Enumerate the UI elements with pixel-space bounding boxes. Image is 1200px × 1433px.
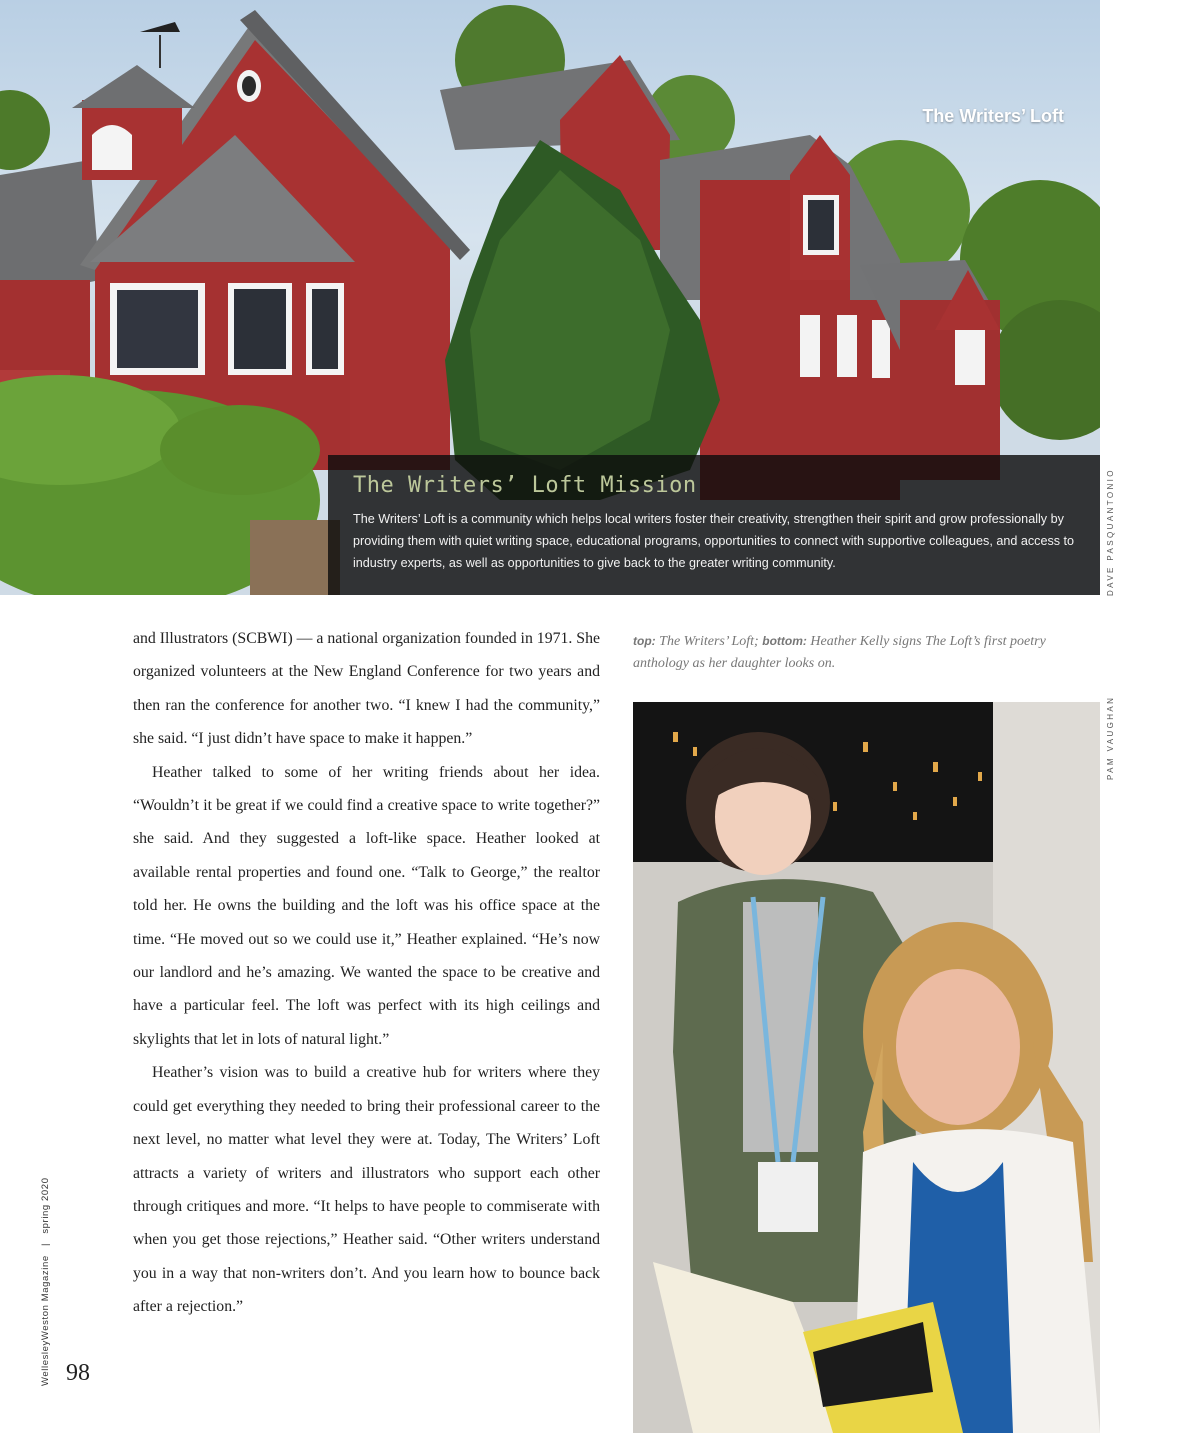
folio-separator: | [40, 1242, 51, 1246]
mission-box [328, 455, 1100, 595]
hero-photo-credit: DAVE PASQUANTONIO [1106, 468, 1115, 596]
hero-label: The Writers’ Loft [922, 106, 1064, 126]
magazine-folio [40, 1177, 51, 1386]
page-number: 98 [66, 1360, 90, 1386]
caption-bottom-text: Heather Kelly signs The Loft’s first poetry anthology as her daughter looks on. [633, 634, 1046, 671]
article-paragraph: Heather’s vision was to build a creative hub for writers where they could get everything they needed to bring their professional career to the next level, no matter what level they were at. Today, The Writers’ Loft attracts a variety of writers and illustrators who support each other through critiques and more. “It helps to have people to commiserate with when you get those rejections,” Heather said. “Other writers understand you in a way that non-writers don’t. And you learn how to bounce back after a rejection.” [133, 1064, 600, 1316]
caption-top-label: top: [633, 634, 656, 648]
signing-illustration [633, 702, 1100, 1433]
article-body [133, 622, 600, 1324]
photo-caption [633, 630, 1073, 675]
caption-top-text: The Writers’ Loft; [659, 634, 759, 649]
caption-bottom-label: bottom: [762, 634, 807, 648]
mission-title: The Writers’ Loft Mission [353, 473, 697, 498]
article-paragraph: Heather talked to some of her writing friends about her idea. “Wouldn’t it be great if we could find a creative space to write together?” she said. And they suggested a loft-like space. Heather looked at available rental properties and found one. “Talk to George,” the realtor told her. He owns the building and the loft was his office space at the time. “He moved out so we could use it,” Heather explained. “He’s now our landlord and he’s amazing. We wanted the space to be creative and have a particular feel. The loft was perfect with its high ceilings and skylights that let in lots of natural light.” [133, 763, 600, 1048]
issue-label: spring 2020 [40, 1177, 51, 1234]
magazine-name: WellesleyWeston Magazine [40, 1255, 51, 1386]
signing-photo [633, 702, 1100, 1433]
mission-text: The Writers’ Loft is a community which helps local writers foster their creativity, strengthen their spirit and grow professionally by providing them with quiet writing space, educational programs, opportunities to connect with supportive colleagues, and access to industry experts, as well as opportunities to give back to the greater writing community. [353, 512, 1075, 570]
article-paragraph: and Illustrators (SCBWI) — a national organization founded in 1971. She organized volunteers at the New England Conference for two years and then ran the conference for another two. “I knew I had the community,” she said. “I just didn’t have space to make it happen.” [133, 630, 600, 748]
hero-photo [0, 0, 1100, 595]
signing-photo-credit: PAM VAUGHAN [1106, 695, 1115, 780]
